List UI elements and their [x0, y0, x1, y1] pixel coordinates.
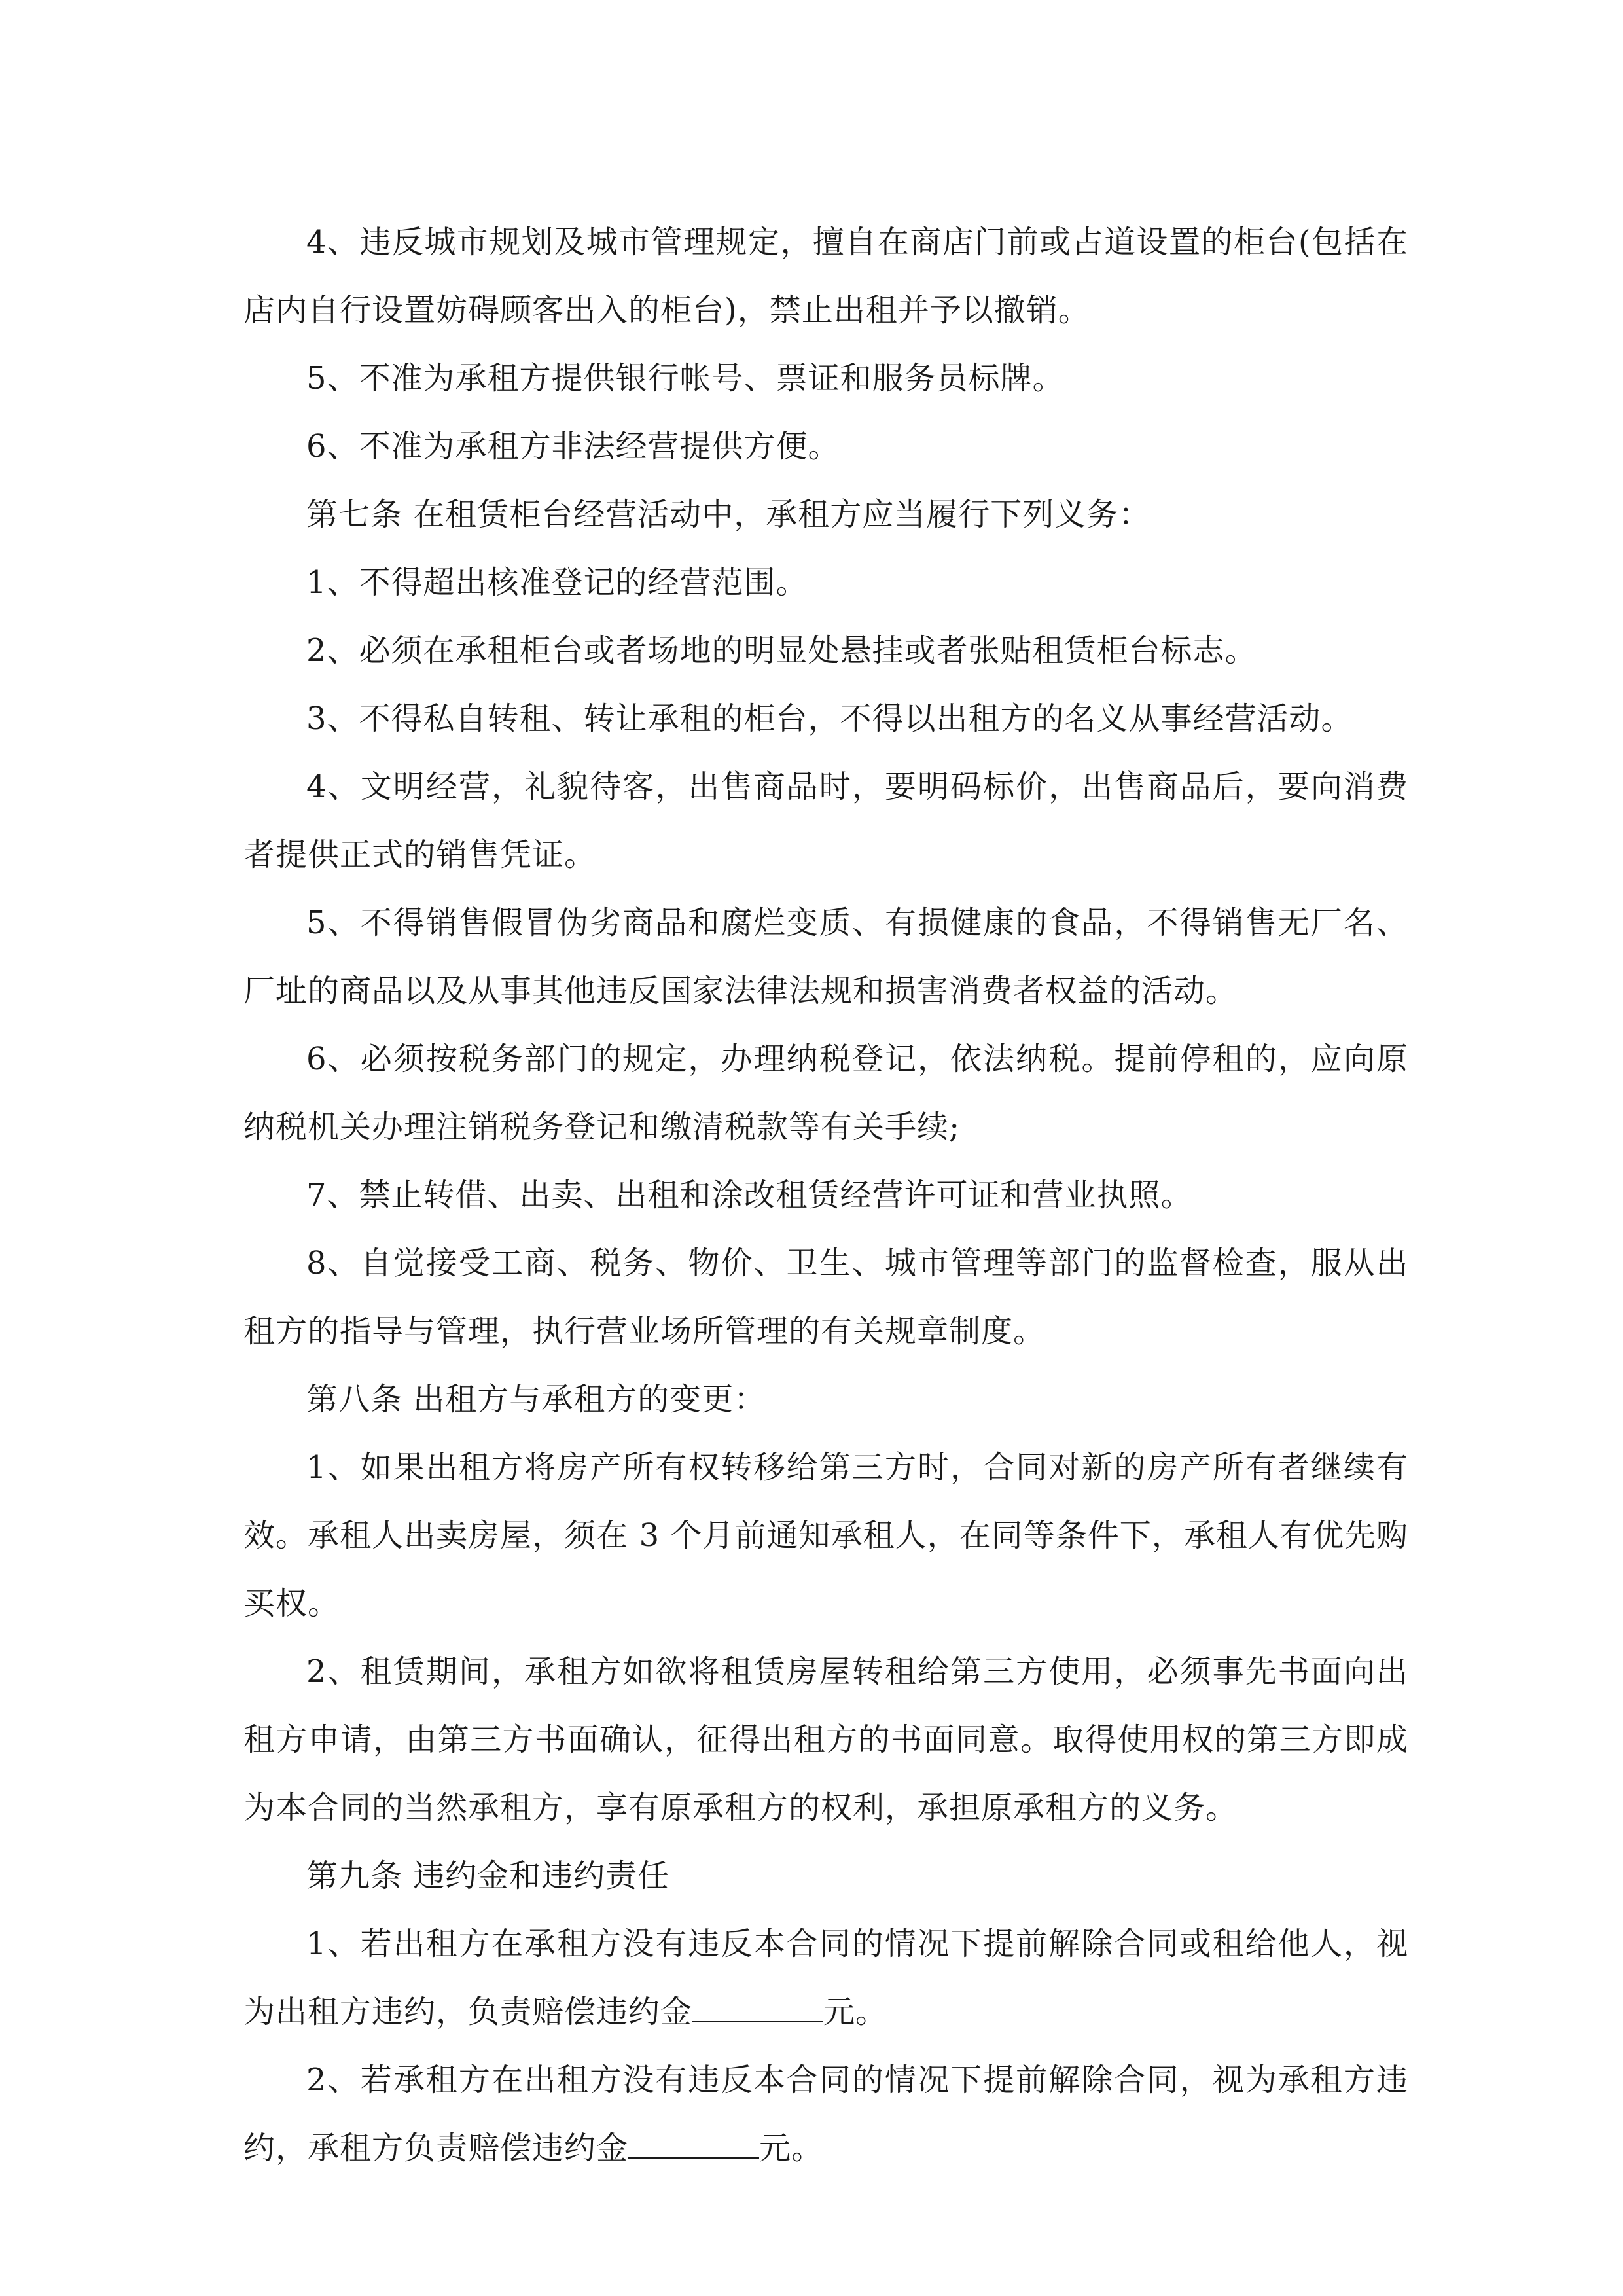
- paragraph-clause-9-item-1: [243, 1910, 1408, 2046]
- heading-article-8: 第八条 出租方与承租方的变更：: [306, 1381, 766, 1418]
- paragraph-clause-7-item-8: 8、自觉接受工商、税务、物价、卫生、城市管理等部门的监督检查，服从出租方的指导与管理，执行营业场所管理的有关规章制度。: [243, 1245, 1408, 1350]
- paragraph-clause-7-item-5: 5、不得销售假冒伪劣商品和腐烂变质、有损健康的食品，不得销售无厂名、厂址的商品以及从事其他违反国家法律法规和损害消费者权益的活动。: [243, 905, 1408, 1009]
- penalty-1-unit: 元。: [823, 1994, 888, 2030]
- heading-article-7: 第七条 在租赁柜台经营活动中，承租方应当履行下列义务：: [306, 496, 1151, 533]
- paragraph-clause-7-item-6: 6、必须按税务部门的规定，办理纳税登记，依法纳税。提前停租的，应向原纳税机关办理注销税务登记和缴清税款等有关手续;: [243, 1041, 1408, 1145]
- penalty-2-amount-blank[interactable]: [628, 2131, 759, 2159]
- paragraph-clause-7-item-2: 2、必须在承租柜台或者场地的明显处悬挂或者张贴租赁柜台标志。: [306, 632, 1257, 669]
- paragraph-clause-8-item-1: 1、如果出租方将房产所有权转移给第三方时，合同对新的房产所有者继续有效。承租人出卖房屋，须在 3 个月前通知承租人，在同等条件下，承租人有优先购买权。: [243, 1449, 1408, 1622]
- paragraph-clause-6-item-5: 5、不准为承租方提供银行帐号、票证和服务员标牌。: [306, 360, 1065, 397]
- paragraph-clause-8-item-2: 2、租赁期间，承租方如欲将租赁房屋转租给第三方使用，必须事先书面向出租方申请，由第三方书面确认，征得出租方的书面同意。取得使用权的第三方即成为本合同的当然承租方，享有原承租方的权利，承担原承租方的义务。: [243, 1653, 1408, 1826]
- paragraph-clause-9-item-2: [243, 2046, 1408, 2182]
- penalty-1-amount-blank[interactable]: [692, 1995, 823, 2022]
- paragraph-clause-7-item-7: 7、禁止转借、出卖、出租和涂改租赁经营许可证和营业执照。: [306, 1177, 1193, 1213]
- paragraph-clause-7-item-1: 1、不得超出核准登记的经营范围。: [306, 564, 808, 601]
- heading-article-9: 第九条 违约金和违约责任: [306, 1857, 670, 1894]
- penalty-1-text: 1、若出租方在承租方没有违反本合同的情况下提前解除合同或租给他人，视为出租方违约，负责赔偿违约金: [243, 1926, 1408, 2030]
- paragraph-clause-6-item-6: 6、不准为承租方非法经营提供方便。: [306, 428, 840, 465]
- penalty-2-unit: 元。: [759, 2130, 824, 2166]
- paragraph-clause-7-item-4: 4、文明经营，礼貌待客，出售商品时，要明码标价，出售商品后，要向消费者提供正式的销售凭证。: [243, 768, 1408, 873]
- paragraph-clause-7-item-3: 3、不得私自转租、转让承租的柜台，不得以出租方的名义从事经营活动。: [306, 700, 1353, 737]
- paragraph-clause-6-item-4: 4、违反城市规划及城市管理规定，擅自在商店门前或占道设置的柜台(包括在店内自行设置妨碍顾客出入的柜台)，禁止出租并予以撤销。: [243, 224, 1408, 329]
- penalty-2-text: 2、若承租方在出租方没有违反本合同的情况下提前解除合同，视为承租方违约，承租方负责赔偿违约金: [243, 2062, 1408, 2166]
- document-body: [243, 208, 1408, 2182]
